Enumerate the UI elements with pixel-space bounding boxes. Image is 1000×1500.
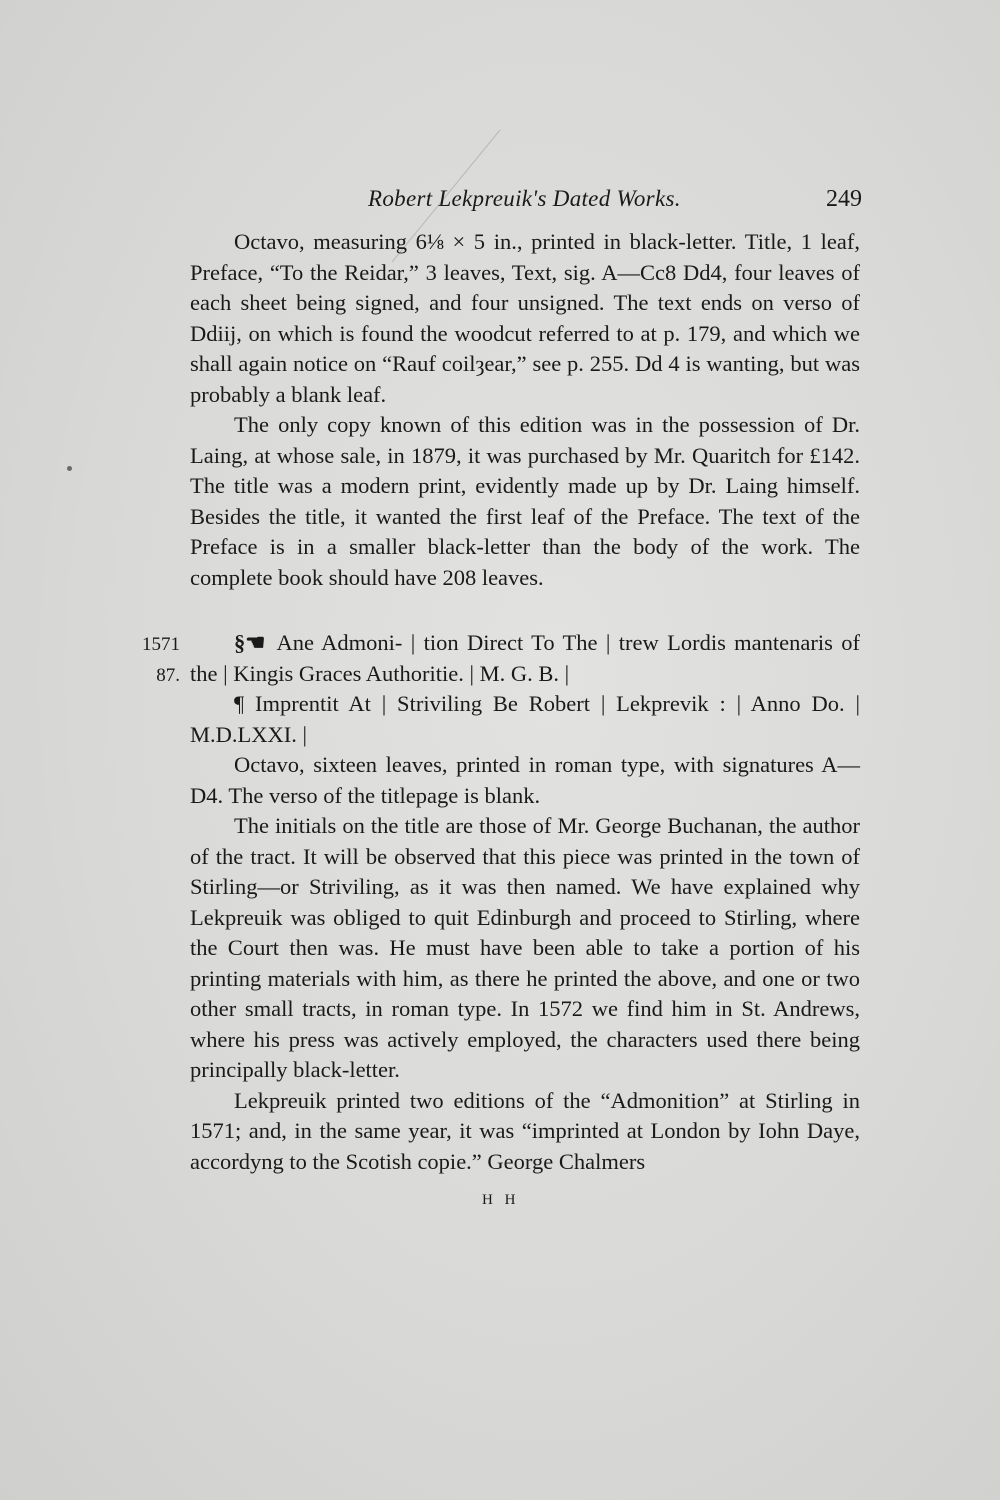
description-block xyxy=(190,227,860,593)
paragraph: Lekpreuik printed two editions of the “Admonition” at Stirling in 1571; and, in the same year, it was “imprinted at London by Iohn Daye, accordyng to the Scotish copie.” George Chalmers xyxy=(190,1087,860,1174)
paragraph: The only copy known of this edition was in the possession of Dr. Laing, at whose sale, in 1879, it was purchased by Mr. Quaritch for £142. The title was a modern print, evidently made up by Dr. Laing himself. Besides the title, it wanted the first leaf of the Preface. The text of the Preface is in a smaller black-letter than the body of the work. The complete book should have 208 leaves. xyxy=(190,412,860,590)
margin-year: 1571 xyxy=(142,634,180,655)
page-number: 249 xyxy=(826,186,862,212)
entry-title-text: Ane Admoni- | tion Direct To The | trew Lordis mantenaris of the | Kingis Graces Authoritie. | M. G. B. | xyxy=(190,630,860,686)
entry-imprint: ¶ Imprentit At | Striviling Be Robert | Lekprevik : | Anno Do. | M.D.LXXI. | xyxy=(190,691,860,747)
margin-entry-number: 87. xyxy=(156,665,180,686)
pilcrow-hand-ornament: §☚ xyxy=(234,630,266,655)
paragraph: The initials on the title are those of Mr. George Buchanan, the author of the tract. It will be observed that this piece was printed in the town of Stirling—or Striviling, as it was then named. We have explained why Lekpreuik was obliged to quit Edinburgh and proceed to Stirling, where the Court then was. He must have been able to take a portion of his printing materials with him, as there he printed the above, and one or two other small tracts, in roman type. In 1572 we find him in St. Andrews, where his press was actively employed, the characters used there being principally black-letter. xyxy=(190,813,860,1082)
paper-speck xyxy=(67,466,72,471)
entry-title xyxy=(190,628,860,689)
paragraph: Octavo, sixteen leaves, printed in roman type, with signatures A—D4. The verso of the titlepage is blank. xyxy=(190,752,860,808)
paragraph: Octavo, measuring 6⅛ × 5 in., printed in black-letter. Title, 1 leaf, Preface, “To the Reidar,” 3 leaves, Text, sig. A—Cc8 Dd4, four leaves of each sheet being signed, and four unsigned. The text ends on verso of Ddiij, on which is found the woodcut referred to at p. 179, and which we shall again notice on “Rauf coilȝear,” see p. 255. Dd 4 is wanting, but was probably a blank leaf. xyxy=(190,229,860,407)
signature-mark: H H xyxy=(482,1192,520,1208)
entry-block xyxy=(190,628,860,1177)
running-title: Robert Lekpreuik's Dated Works. xyxy=(368,186,681,211)
